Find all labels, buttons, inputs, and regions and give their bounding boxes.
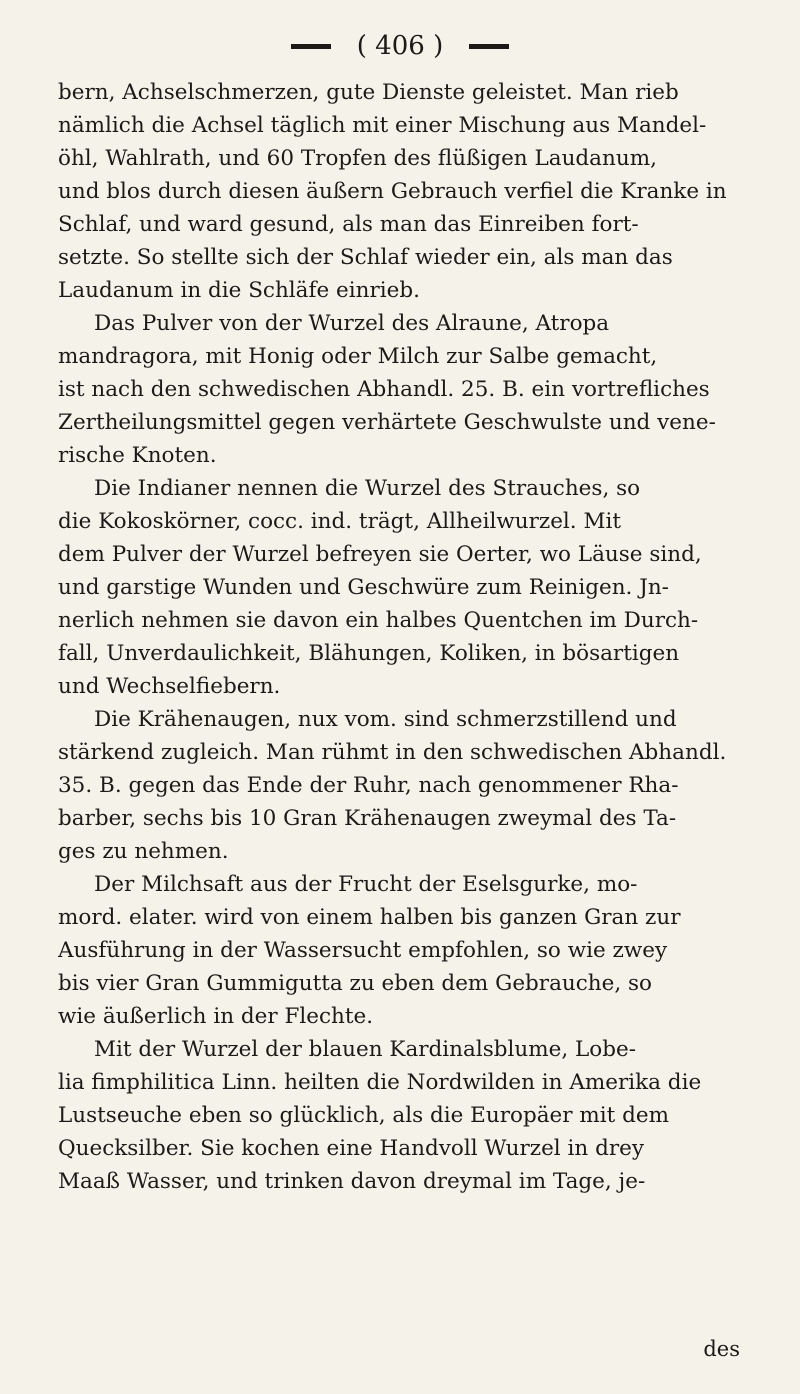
text-line: Maaß Wasser, und trinken davon dreymal im Tage, je- [58, 1169, 646, 1194]
text-line: bis vier Gran Gummigutta zu eben dem Gebrauche, so [58, 971, 653, 996]
page-header [0, 28, 800, 63]
body-text [58, 76, 758, 1198]
text-line: und garstige Wunden und Geschwüre zum Reinigen. Jn- [58, 575, 669, 600]
text-line: lia fimphilitica Linn. heilten die Nordwilden in Amerika die [58, 1070, 702, 1095]
text-line: bern, Achselschmerzen, gute Dienste geleistet. Man rieb [58, 80, 679, 105]
text-line: nämlich die Achsel täglich mit einer Mischung aus Mandel- [58, 113, 707, 138]
paragraph-start: Die Indianer nennen die Wurzel des Strauches, so [94, 476, 641, 501]
text-line: Ausführung in der Wassersucht empfohlen, so wie zwey [58, 938, 668, 963]
text-line: und blos durch diesen äußern Gebrauch verfiel die Kranke in [58, 179, 727, 204]
right-header-rule [469, 44, 509, 49]
paragraph-start: Die Krähenaugen, nux vom. sind schmerzstillend und [94, 707, 677, 732]
text-line: barber, sechs bis 10 Gran Krähenaugen zweymal des Ta- [58, 806, 677, 831]
text-line: fall, Unverdaulichkeit, Blähungen, Koliken, in bösartigen [58, 641, 680, 666]
text-line: Lustseuche eben so glücklich, als die Europäer mit dem [58, 1103, 669, 1128]
text-line: Zertheilungsmittel gegen verhärtete Geschwulste und vene- [58, 410, 716, 435]
text-line: stärkend zugleich. Man rühmt in den schwedischen Abhandl. [58, 740, 727, 765]
left-header-rule [291, 44, 331, 49]
text-line: dem Pulver der Wurzel befreyen sie Oerter, wo Läuse sind, [58, 542, 702, 567]
text-line: ist nach den schwedischen Abhandl. 25. B. ein vortrefliches [58, 377, 710, 402]
text-line: wie äußerlich in der Flechte. [58, 1004, 374, 1029]
text-line: Laudanum in die Schläfe einrieb. [58, 278, 420, 303]
text-line: und Wechselfiebern. [58, 674, 281, 699]
text-line: 35. B. gegen das Ende der Ruhr, nach genommener Rha- [58, 773, 679, 798]
page-number: ( 406 ) [356, 31, 444, 61]
text-line: rische Knoten. [58, 443, 217, 468]
paragraph-start: Das Pulver von der Wurzel des Alraune, Atropa [94, 311, 610, 336]
text-line: mandragora, mit Honig oder Milch zur Salbe gemacht, [58, 344, 658, 369]
text-line: setzte. So stellte sich der Schlaf wieder ein, als man das [58, 245, 673, 270]
text-line: Schlaf, und ward gesund, als man das Einreiben fort- [58, 212, 639, 237]
text-line: öhl, Wahlrath, und 60 Tropfen des flüßigen Laudanum, [58, 146, 657, 171]
paragraph-start: Der Milchsaft aus der Frucht der Eselsgurke, mo- [94, 872, 638, 897]
text-line: mord. elater. wird von einem halben bis ganzen Gran zur [58, 905, 681, 930]
paragraph-start: Mit der Wurzel der blauen Kardinalsblume, Lobe- [94, 1037, 636, 1062]
text-line: die Kokoskörner, cocc. ind. trägt, Allheilwurzel. Mit [58, 509, 621, 534]
text-line: nerlich nehmen sie davon ein halbes Quentchen im Durch- [58, 608, 699, 633]
text-line: Quecksilber. Sie kochen eine Handvoll Wurzel in drey [58, 1136, 644, 1161]
text-line: ges zu nehmen. [58, 839, 229, 864]
catchword: des [703, 1337, 740, 1361]
